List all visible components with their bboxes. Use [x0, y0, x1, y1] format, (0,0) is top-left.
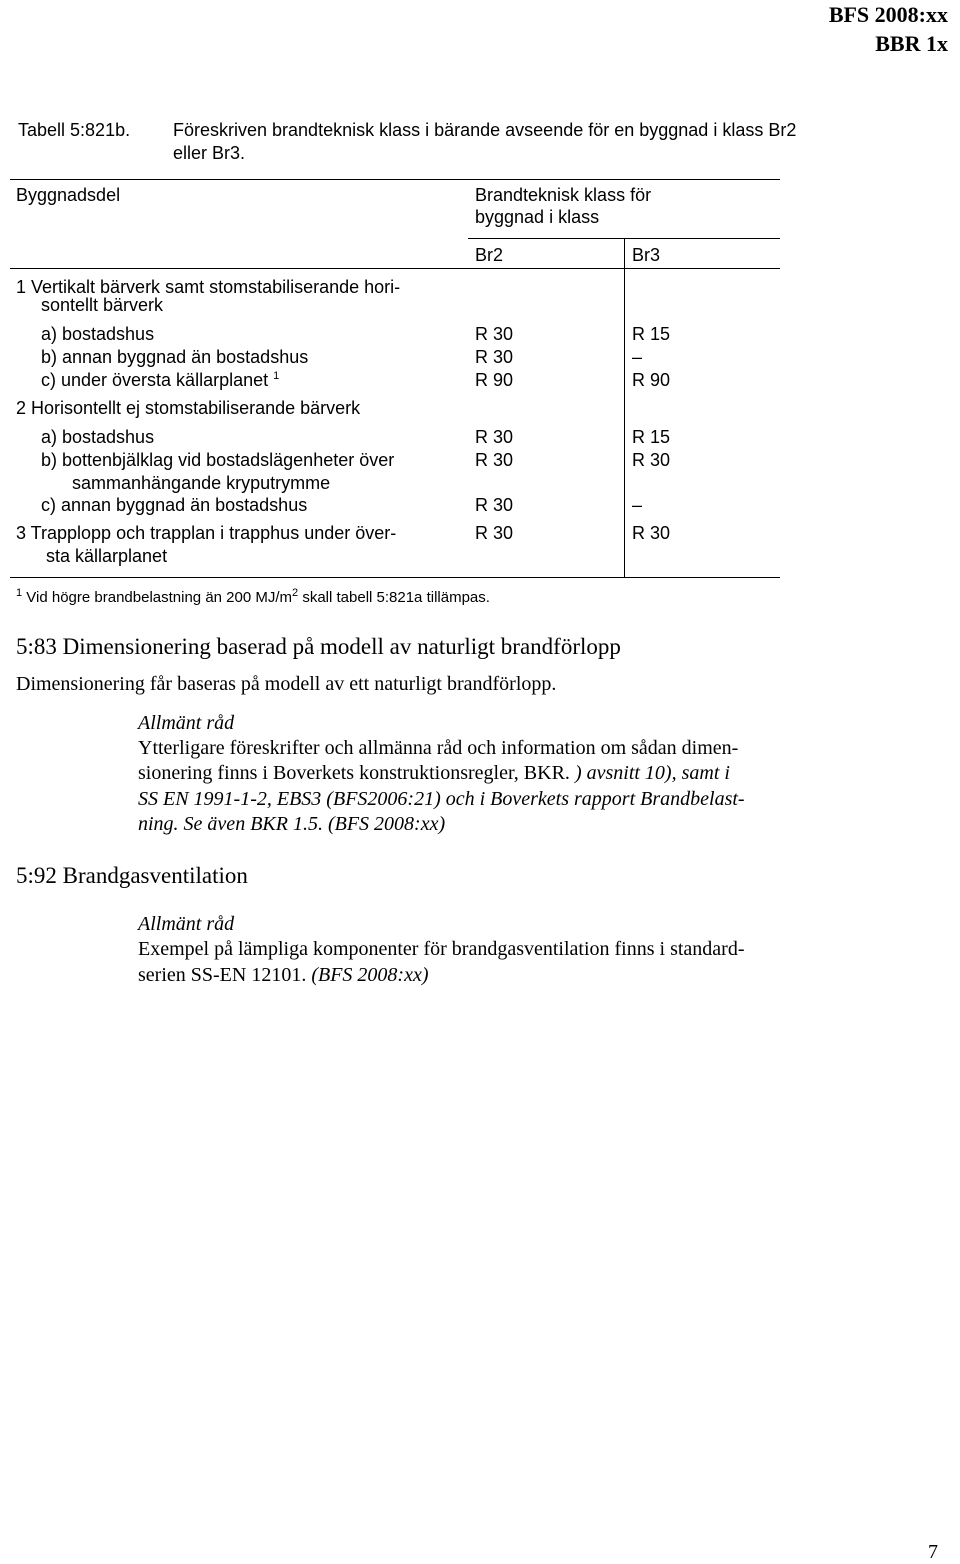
table-header-br2: Br2 [475, 245, 504, 265]
table-cell-br3: R 90 [632, 370, 671, 390]
table-row: b) bottenbjälklag vid bostadslägenheter över [41, 450, 395, 470]
table-cell-br3: – [632, 495, 643, 515]
section-5-83-title: 5:83 Dimensionering baserad på modell av naturligt brandförlopp [16, 634, 621, 659]
table-row: c) annan byggnad än bostadshus [41, 495, 308, 515]
footnote-ref: 1 [273, 370, 280, 382]
table-cell-br2: R 30 [475, 347, 514, 367]
footnote-mark: 1 [16, 587, 23, 599]
section-5-92-advice-heading: Allmänt råd [138, 913, 235, 935]
table-cell-br2: R 90 [475, 370, 514, 390]
footnote-superscript: 2 [292, 587, 299, 599]
table-cell-br3: R 30 [632, 523, 671, 543]
table-row: sammanhängande kryputrymme [72, 473, 331, 493]
table-header-class-1: Brandteknisk klass för [475, 185, 652, 205]
table-label: Tabell 5:821b. [18, 120, 131, 140]
table-row: sontellt bärverk [41, 295, 164, 315]
table-row: 1 Vertikalt bärverk samt stomstabiliserande hori- [16, 277, 401, 297]
section-5-92-title: 5:92 Brandgasventilation [16, 863, 248, 888]
table-row: sta källarplanet [46, 546, 168, 566]
section-5-92-advice-line [138, 962, 429, 988]
section-5-83-advice-line: SS EN 1991-1-2, EBS3 (BFS2006:21) och i Boverkets rapport Brandbelast- [138, 788, 745, 810]
advice-text-italic: ) avsnitt 10), samt i [569, 762, 730, 784]
table-bottom-rule [10, 577, 780, 578]
table-row: 3 Trapplopp och trapplan i trapphus under över- [16, 523, 397, 543]
section-5-83-advice-heading: Allmänt råd [138, 712, 235, 734]
table-cell-br2: R 30 [475, 324, 514, 344]
table-header-part: Byggnadsdel [16, 185, 121, 205]
table-caption: Föreskriven brandteknisk klass i bärande avseende för en byggnad i klass Br2 eller Br3. [173, 120, 797, 163]
table-row: 2 Horisontellt ej stomstabiliserande bärverk [16, 398, 361, 418]
advice-text: sionering finns i Boverkets konstruktionsregler, BKR. [138, 762, 570, 784]
table-row-text: c) under översta källarplanet [41, 370, 269, 390]
table-head-rule [10, 268, 780, 269]
table-row: a) bostadshus [41, 427, 155, 447]
running-header [829, 0, 948, 58]
section-5-83-advice-line: Ytterligare föreskrifter och allmänna råd och information om sådan dimen- [138, 737, 739, 759]
advice-text-italic: (BFS 2008:xx) [306, 964, 429, 986]
table-cell-br3: R 15 [632, 427, 671, 447]
table-row: b) annan byggnad än bostadshus [41, 347, 309, 367]
table-cell-br2: R 30 [475, 523, 514, 543]
header-bbr: BBR 1x [875, 31, 948, 56]
table-header-class-2: byggnad i klass [475, 207, 600, 227]
table-cell-br3: – [632, 347, 643, 367]
table-row [41, 369, 279, 392]
table-footnote [16, 586, 490, 609]
advice-text: serien SS-EN 12101. [138, 964, 307, 986]
table-cell-br3: R 30 [632, 450, 671, 470]
table-row: a) bostadshus [41, 324, 155, 344]
section-5-83-body: Dimensionering får baseras på modell av ett naturligt brandförlopp. [16, 673, 557, 695]
section-5-92-advice-line: Exempel på lämpliga komponenter för brandgasventilation finns i standard- [138, 938, 745, 960]
section-5-83-advice-line [138, 760, 730, 786]
table-top-rule [10, 179, 780, 180]
table-col-divider [624, 238, 625, 577]
table-cell-br2: R 30 [475, 495, 514, 515]
header-bfs: BFS 2008:xx [828, 2, 948, 27]
section-5-83-advice-line: ning. Se även BKR 1.5. (BFS 2008:xx) [138, 813, 446, 835]
table-header-br3: Br3 [632, 245, 661, 265]
footnote-text-a: Vid högre brandbelastning än 200 MJ/m [22, 589, 293, 606]
page-number: 7 [928, 1541, 938, 1563]
table-cell-br2: R 30 [475, 450, 514, 470]
table-cell-br2: R 30 [475, 427, 514, 447]
table-cell-br3: R 15 [632, 324, 671, 344]
footnote-text-b: skall tabell 5:821a tillämpas. [298, 589, 490, 606]
